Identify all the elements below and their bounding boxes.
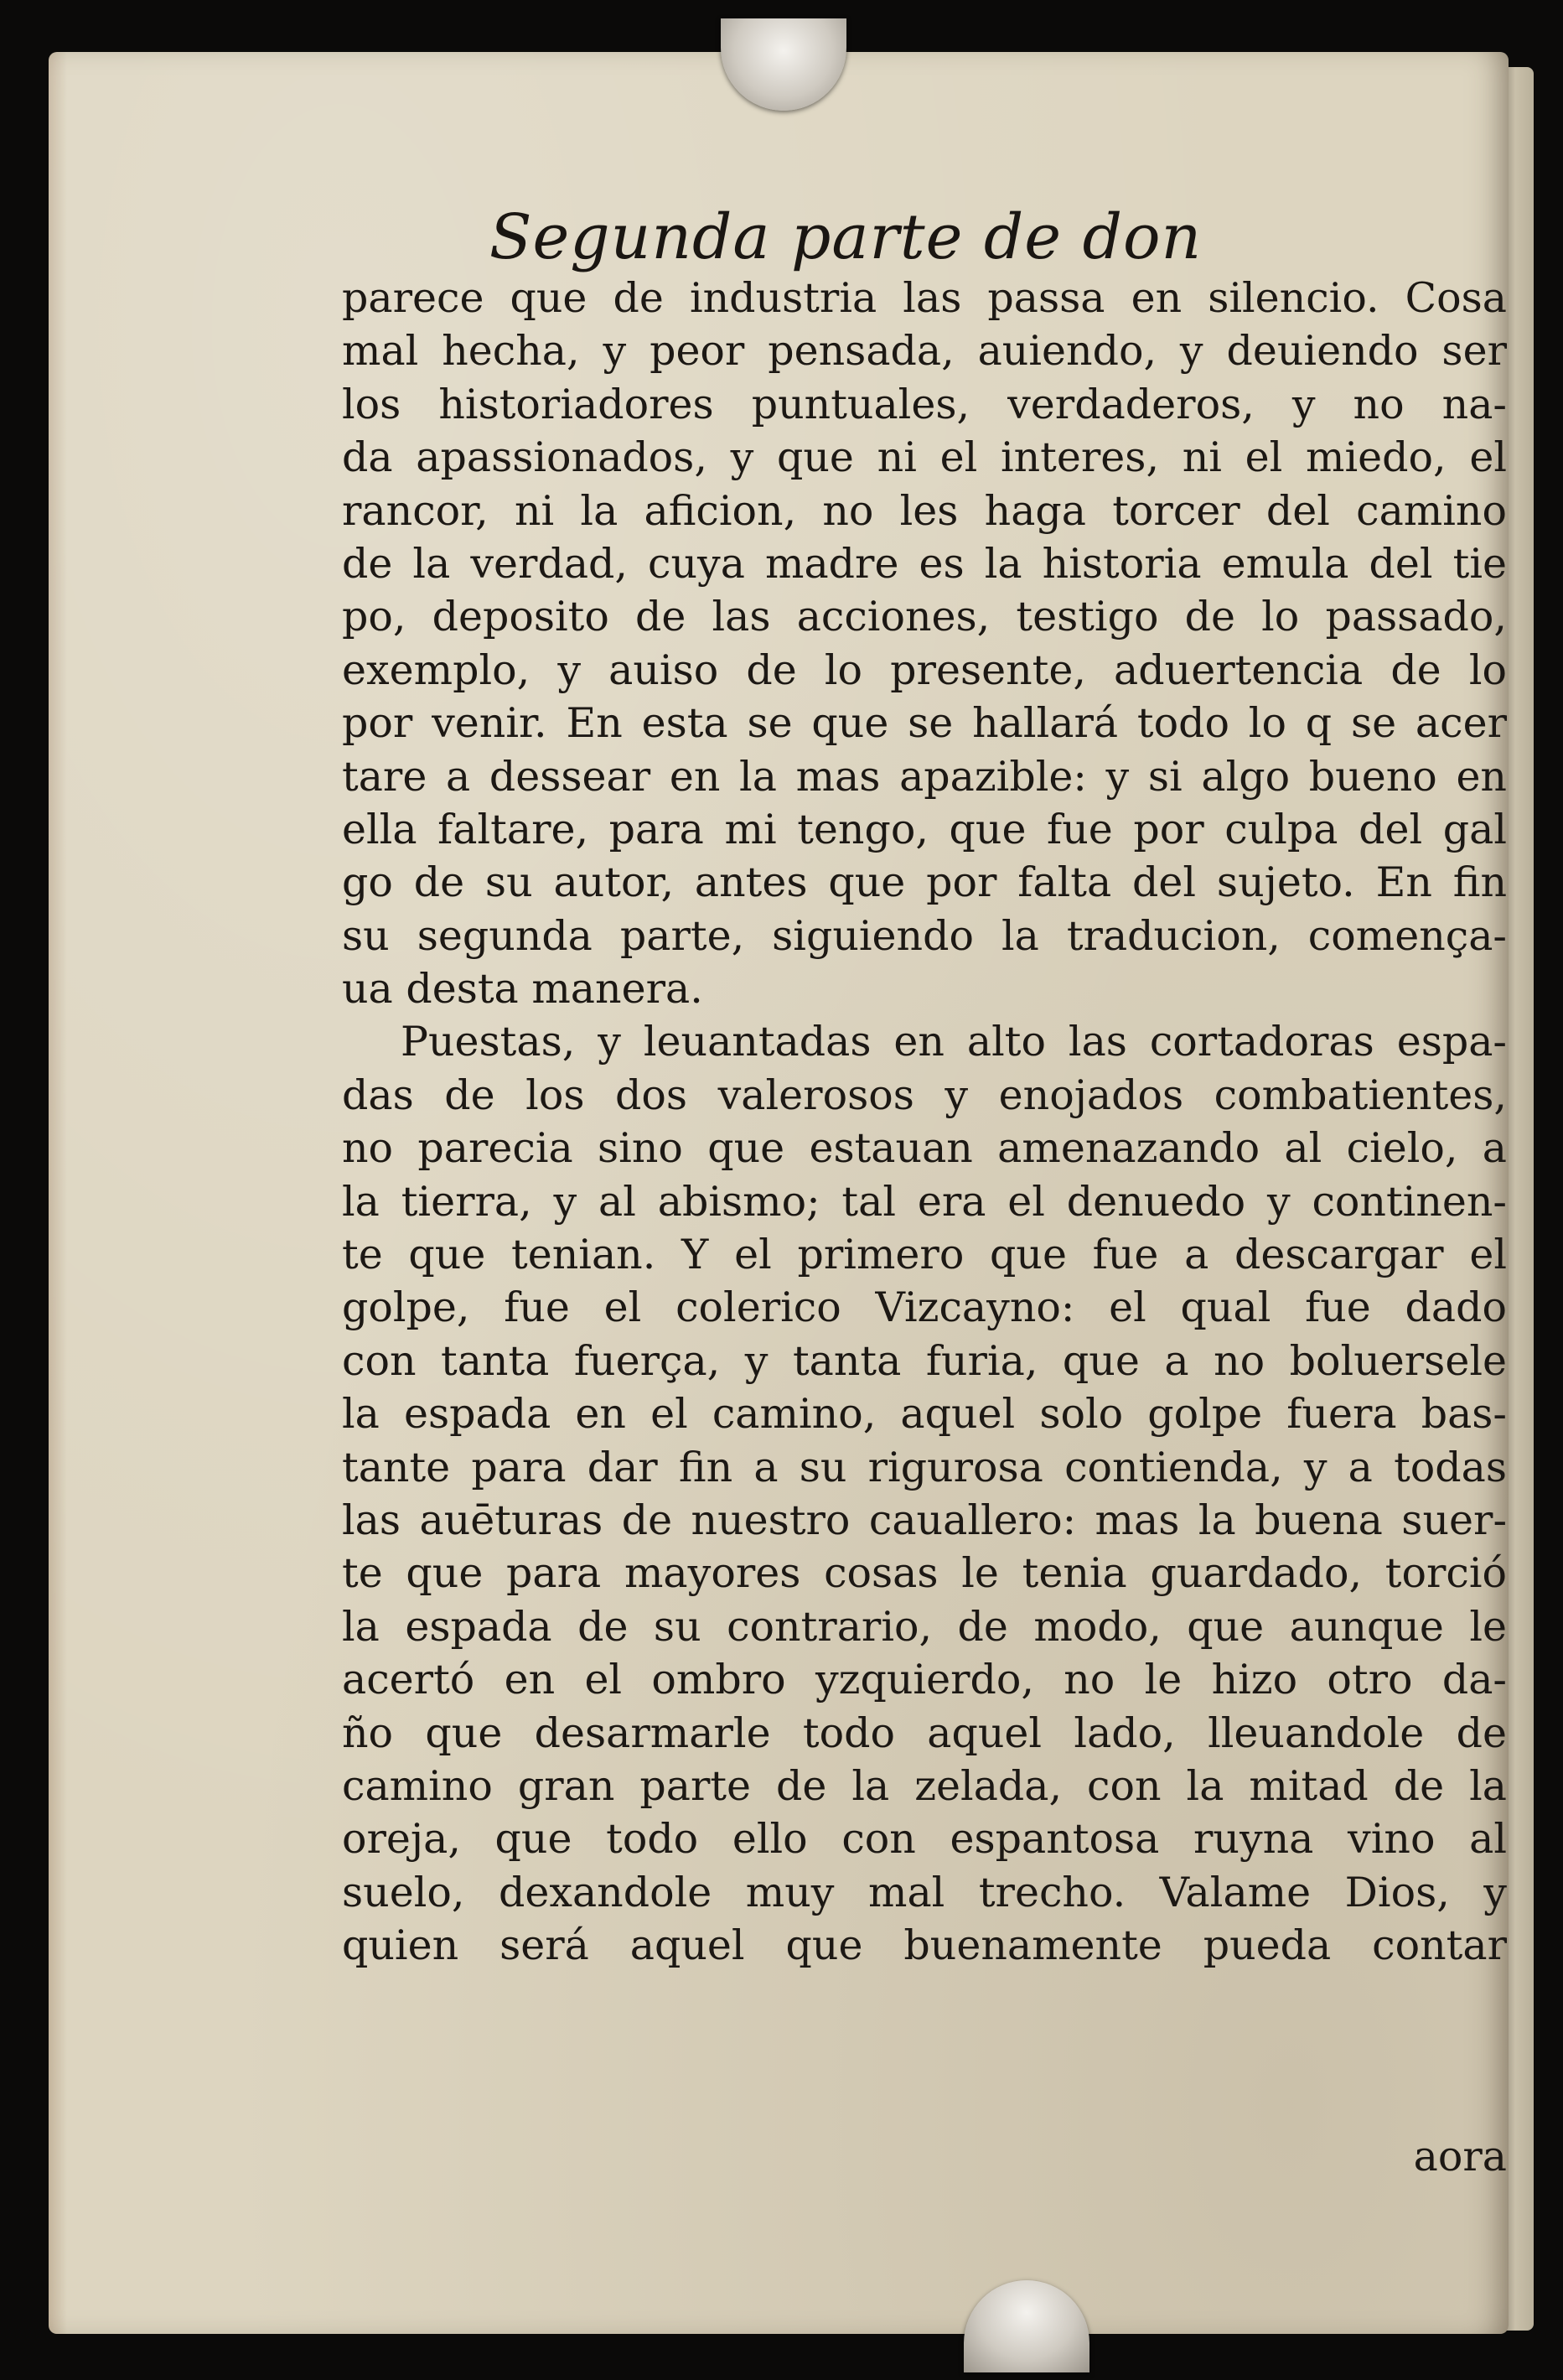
text-line: la tierra, y al abismo; tal era el denuedo y continen- [342, 1177, 1507, 1226]
text-line: Puestas, y leuantadas en alto las cortadoras espa- [401, 1018, 1507, 1066]
text-line: ella faltare, para mi tengo, que fue por culpa del gal [342, 805, 1507, 853]
text-line: te que para mayores cosas le tenia guardado, torció [342, 1549, 1507, 1598]
text-line: da apassionados, y que ni el interes, ni el miedo, el [342, 433, 1507, 482]
text-line: ua desta manera. [342, 965, 703, 1014]
text-line: con tanta fuerça, y tanta furia, que a no boluersele [342, 1336, 1507, 1385]
text-line: tare a dessear en la mas apazible: y si algo bueno en [342, 752, 1507, 801]
text-line: rancor, ni la aficion, no les haga torcer del camino [342, 486, 1507, 535]
text-line: mal hecha, y peor pensada, auiendo, y deuiendo ser [342, 327, 1507, 376]
catchword: aora [1413, 2133, 1507, 2180]
text-line: go de su autor, antes que por falta del sujeto. En fin [342, 858, 1507, 907]
text-line: camino gran parte de la zelada, con la mitad de la [342, 1761, 1507, 1810]
text-line: la espada de su contrario, de modo, que aunque le [342, 1602, 1507, 1651]
text-line: la espada en el camino, aquel solo golpe fuera bas- [342, 1390, 1507, 1439]
text-line: po, deposito de las acciones, testigo de lo passado, [342, 593, 1507, 641]
body-text [342, 272, 1507, 1973]
text-line: no parecia sino que estauan amenazando al cielo, a [342, 1124, 1507, 1173]
book-page [49, 52, 1509, 2334]
text-line: su segunda parte, siguiendo la traducion, comença- [342, 911, 1507, 960]
text-line: parece que de industria las passa en silencio. Cosa [342, 274, 1507, 322]
text-line: tante para dar fin a su rigurosa contienda, y a todas [342, 1443, 1507, 1491]
text-line: quien será aquel que buenamente pueda contar [342, 1921, 1507, 1970]
text-line: exemplo, y auiso de lo presente, aduertencia de lo [342, 646, 1507, 694]
text-line: oreja, que todo ello con espantosa ruyna vino al [342, 1815, 1507, 1864]
text-line: las auēturas de nuestro cauallero: mas la buena suer- [342, 1496, 1507, 1544]
text-line: das de los dos valerosos y enojados combatientes, [342, 1071, 1507, 1119]
text-line: por venir. En esta se que se hallará todo lo q se acer [342, 699, 1507, 748]
text-line: golpe, fue el colerico Vizcayno: el qual fue dado [342, 1283, 1507, 1332]
text-line: ño que desarmarle todo aquel lado, lleuandole de [342, 1709, 1507, 1757]
text-line: de la verdad, cuya madre es la historia emula del tie [342, 539, 1507, 588]
text-line: te que tenian. Y el primero que fue a descargar el [342, 1231, 1507, 1279]
text-line: suelo, dexandole muy mal trecho. Valame Dios, y [342, 1868, 1507, 1916]
running-head: Segunda parte de don [489, 201, 1203, 273]
text-line: los historiadores puntuales, verdaderos, y no na- [342, 380, 1507, 428]
text-line: acertó en el ombro yzquierdo, no le hizo otro da- [342, 1656, 1507, 1704]
